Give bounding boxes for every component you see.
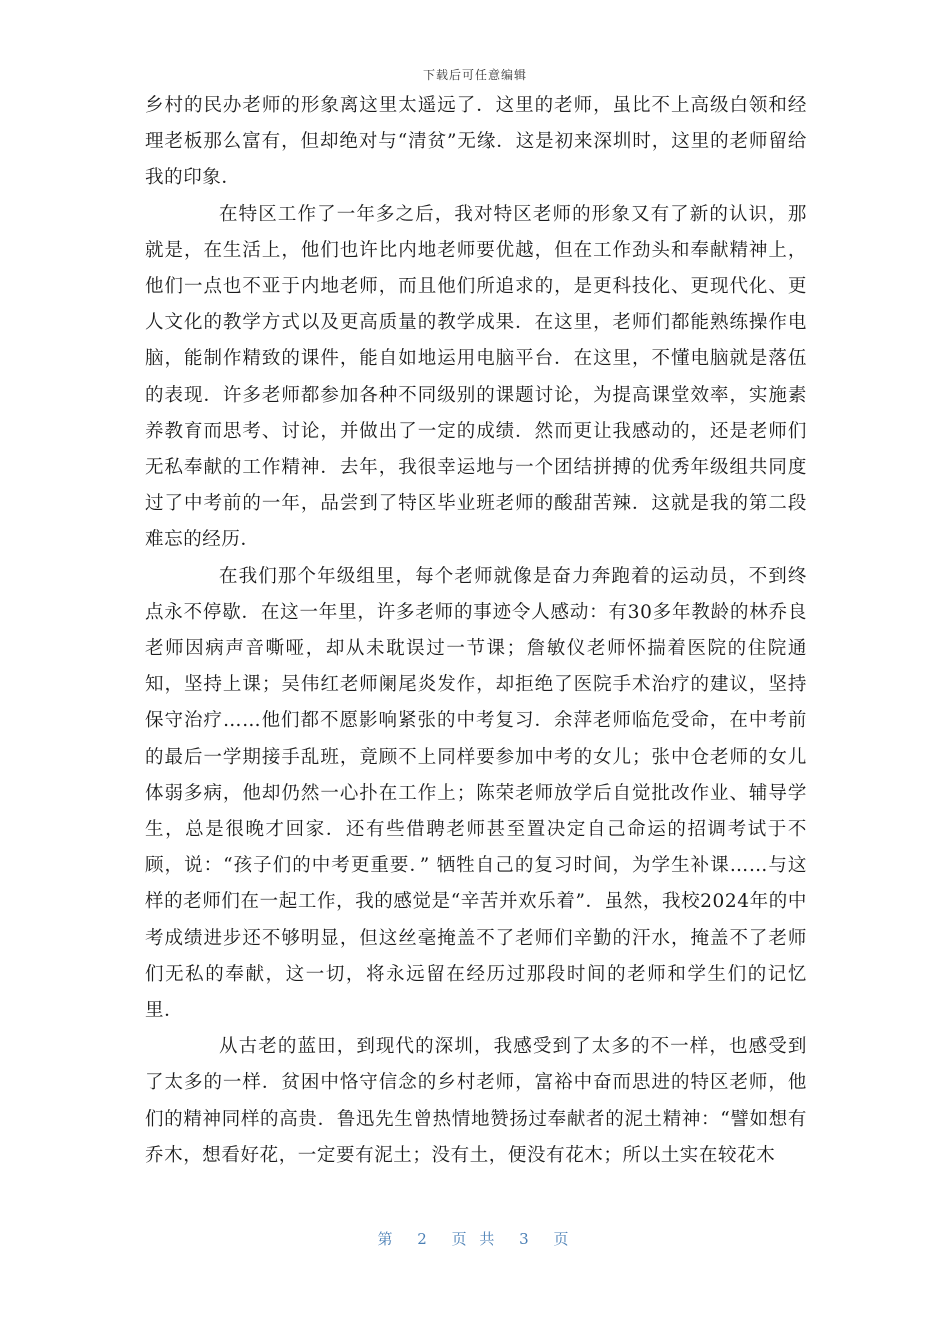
paragraph-1: 乡村的民办老师的形象离这里太遥远了．这里的老师，虽比不上高级白领和经理老板那么富有，但却绝对与“清贫”无缘．这是初来深圳时，这里的老师留给我的印象． xyxy=(145,95,807,189)
paragraph-4: 从古老的蓝田，到现代的深圳，我感受到了太多的不一样，也感受到了太多的一样．贫困中恪守信念的乡村老师，富裕中奋而思进的特区老师，他们的精神同样的高贵．鲁迅先生曾热情地赞扬过奉献者的泥土精神：“譬如想有乔木，想看好花，一定要有泥土；没有土，便没有花木；所以土实在较花木 xyxy=(145,1036,807,1166)
paragraph-2: 在特区工作了一年多之后，我对特区老师的形象又有了新的认识，那就是，在生活上，他们也许比内地老师要优越，但在工作劲头和奉献精神上，他们一点也不亚于内地老师，而且他们所追求的，是更科技化、更现代化、更人文化的教学方式以及更高质量的教学成果．在这里，老师们都能熟练操作电脑，能制作精致的课件，能自如地运用电脑平台．在这里，不懂电脑就是落伍的表现．许多老师都参加各种不同级别的课题讨论，为提高课堂效率，实施素养教育而思考、讨论，并做出了一定的成绩．然而更让我感动的，还是老师们无私奉献的工作精神．去年，我很幸运地与一个团结拼搏的优秀年级组共同度过了中考前的一年，品尝到了特区毕业班老师的酸甜苦辣．这就是我的第二段难忘的经历． xyxy=(145,203,807,551)
page-header: 下载后可任意编辑 xyxy=(422,68,527,82)
footer-suffix: 页 xyxy=(553,1230,573,1248)
footer-total-pages: 3 xyxy=(519,1230,533,1248)
paragraph-3: 在我们那个年级组里，每个老师就像是奋力奔跑着的运动员，不到终点永不停歇．在这一年里，许多老师的事迹令人感动：有30多年教龄的林乔良老师因病声音嘶哑，却从未耽误过一节课；詹敏仪老师怀揣着医院的住院通知，坚持上课；吴伟红老师阑尾炎发作，却拒绝了医院手术治疗的建议，坚持保守治疗……他们都不愿影响紧张的中考复习．余萍老师临危受命，在中考前的最后一学期接手乱班，竟顾不上同样要参加中考的女儿；张中仓老师的女儿体弱多病，他却仍然一心扑在工作上；陈荣老师放学后自觉批改作业、辅导学生，总是很晚才回家．还有些借聘老师甚至置决定自己命运的招调考试于不顾，说：“孩子们的中考更重要．” 牺牲自己的复习时间，为学生补课……与这样的老师们在一起工作，我的感觉是“辛苦并欢乐着”．虽然，我校2024年的中考成绩进步还不够明显，但这丝毫掩盖不了老师们辛勤的汗水，掩盖不了老师们无私的奉献，这一切，将永远留在经历过那段时间的老师和学生们的记忆里． xyxy=(145,565,807,1022)
footer-current-page: 2 xyxy=(417,1230,431,1248)
footer-prefix: 第 xyxy=(377,1230,397,1248)
footer-middle: 页 共 xyxy=(451,1230,499,1248)
page-footer xyxy=(0,1228,950,1249)
document-body xyxy=(145,88,807,1174)
